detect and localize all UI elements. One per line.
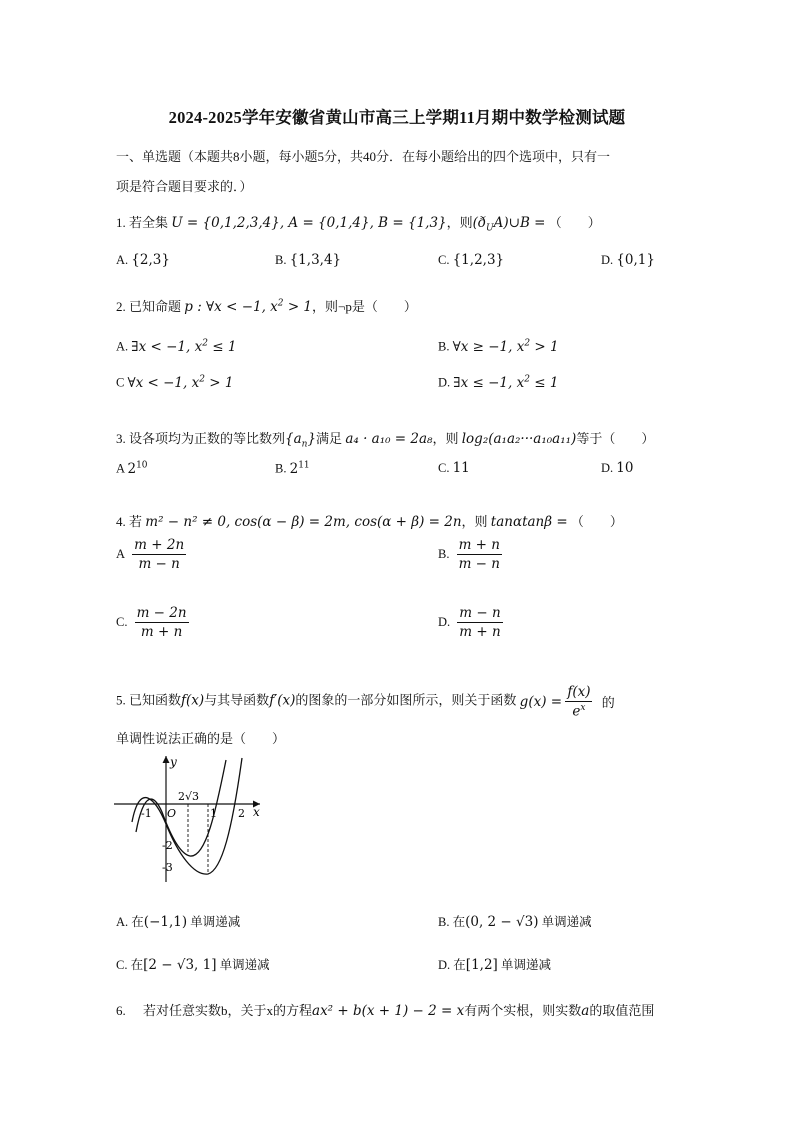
q6-number: 6. (116, 1003, 126, 1018)
q2-number: 2. (116, 299, 126, 314)
q5-text2: 与其导函数 (204, 692, 270, 708)
q1-expr: $(ð_UA)\cup B$ = (472, 215, 546, 234)
q3-sequence: $\{a_n\}$ (285, 431, 317, 450)
question-1 (116, 212, 601, 234)
q2-text: 已知命题 (129, 299, 182, 314)
question-2 (116, 296, 417, 315)
question-5 (116, 684, 615, 720)
q4-formula: m² − n² ≠ 0, cos(α − β) = 2m, cos(α + β) = 2n (145, 514, 462, 530)
q5-text1: 已知函数 (129, 692, 182, 708)
q5-line2: 单调性说法正确的是（ ） (116, 731, 286, 746)
q4-expr: tanαtanβ = (490, 514, 568, 530)
q1-text: 若全集 (129, 215, 169, 230)
q6-text3: 的取值范围 (589, 1003, 655, 1018)
question-4 (116, 511, 623, 530)
q2-option-b: B. ∀x ≥ −1, $x^2 > 1$ (438, 338, 559, 355)
tick-1: 1 (210, 807, 217, 820)
q6-text1: 若对任意实数b，关于x的方程 (143, 1003, 313, 1018)
x-axis-label: x (253, 805, 260, 819)
q3-number: 3. (116, 431, 126, 446)
q1-option-c: C. {1,2,3} (438, 252, 505, 268)
q5-fprime: f′(x) (269, 692, 296, 709)
q4-text: 若 (129, 514, 143, 529)
q6-formula: ax² + b(x + 1) − 2 = x (312, 1003, 465, 1019)
tick-2: 2 (238, 807, 245, 820)
q5-number: 5. (116, 692, 126, 708)
section-instructions-line2: 项是符合题目要求的．） (116, 179, 253, 194)
q3-cond-text: 满足 (316, 431, 343, 446)
q3-option-d: D. 10 (601, 460, 634, 476)
q4-option-b: B. $\frac{m + n}{m - n}$ (438, 537, 500, 572)
q3-condition: a₄ · a₁₀ = 2a₈ (345, 431, 433, 447)
q5-option-c: C. 在[2 − √3, 1] 单调递减 (116, 957, 270, 973)
q4-number: 4. (116, 514, 126, 529)
q4-option-c: C. $\frac{m - 2n}{m + n}$ (116, 605, 187, 640)
tick-neg1: -1 (141, 807, 152, 820)
q2-option-c: C ∀x < −1, $x^2 > 1$ (116, 374, 234, 391)
question-3 (116, 428, 654, 450)
q5-g-lhs: g(x) = (519, 693, 563, 710)
origin-label: O (167, 807, 177, 820)
q1-number: 1. (116, 215, 126, 230)
q1-option-d: D. {0,1} (601, 252, 655, 268)
q3-option-c: C. 11 (438, 460, 470, 476)
q3-then: ，则 (432, 431, 459, 446)
q1-option-a: A. {2,3} (116, 252, 170, 268)
question-6 (116, 1000, 654, 1019)
q4-then: ，则 (461, 514, 488, 529)
q1-answer-paren: （ ） (548, 215, 601, 230)
q5-function-graph (110, 750, 270, 890)
q3-option-a: A $2^{10}$ (116, 460, 148, 477)
q1-option-b: B. {1,3,4} (275, 252, 342, 268)
q5-f: f(x) (181, 692, 205, 709)
q2-option-d: D. ∃x ≤ −1, $x^2 \le 1$ (438, 374, 559, 391)
tick-2-root3: 2√3 (178, 790, 200, 803)
q4-option-d: D. $\frac{m - n}{m + n}$ (438, 605, 501, 640)
section-instructions-line1: 一、单选题（本题共8小题，每小题5分，共40分．在每小题给出的四个选项中，只有一 (116, 149, 611, 164)
q5-text4: 的 (601, 695, 615, 711)
q2-formula: p : ∀x < −1, $x^2 > 1$ (184, 298, 313, 315)
tick-neg2: -2 (162, 839, 173, 852)
q6-text2: 有两个实根，则实数 (464, 1003, 582, 1018)
tick-neg3: -3 (162, 861, 173, 874)
q4-option-a: A $\frac{m + 2n}{m - n}$ (116, 537, 185, 572)
q5-option-b: B. 在(0, 2 − √3) 单调递减 (438, 914, 592, 930)
q5-g-fraction: $\frac{f(x)}{e^x}$ (567, 684, 591, 720)
q3-text: 设各项均为正数的等比数列 (129, 431, 286, 446)
q1-then: ，则 (446, 215, 473, 230)
q2-then: ，则¬p是（ ） (312, 299, 417, 314)
q3-tail: 等于（ ） (576, 431, 655, 446)
q5-option-d: D. 在[1,2] 单调递减 (438, 957, 551, 973)
q5-option-a: A. 在(−1,1) 单调递减 (116, 914, 241, 930)
y-axis-label: y (170, 755, 177, 769)
q5-text3: 的图象的一部分如图所示，则关于函数 (295, 692, 517, 708)
q6-var: a (581, 1003, 590, 1019)
q3-log-expr: log₂(a₁a₂···a₁₀a₁₁) (461, 431, 577, 447)
q3-option-b: B. $2^{11}$ (275, 460, 310, 477)
q1-formula: U = {0,1,2,3,4}, A = {0,1,4}, B = {1,3} (171, 215, 447, 231)
q2-option-a: A. ∃x < −1, $x^2 \le 1$ (116, 338, 237, 355)
q4-answer-paren: （ ） (570, 514, 623, 529)
page-title: 2024-2025学年安徽省黄山市高三上学期11月期中数学检测试题 (168, 108, 626, 127)
